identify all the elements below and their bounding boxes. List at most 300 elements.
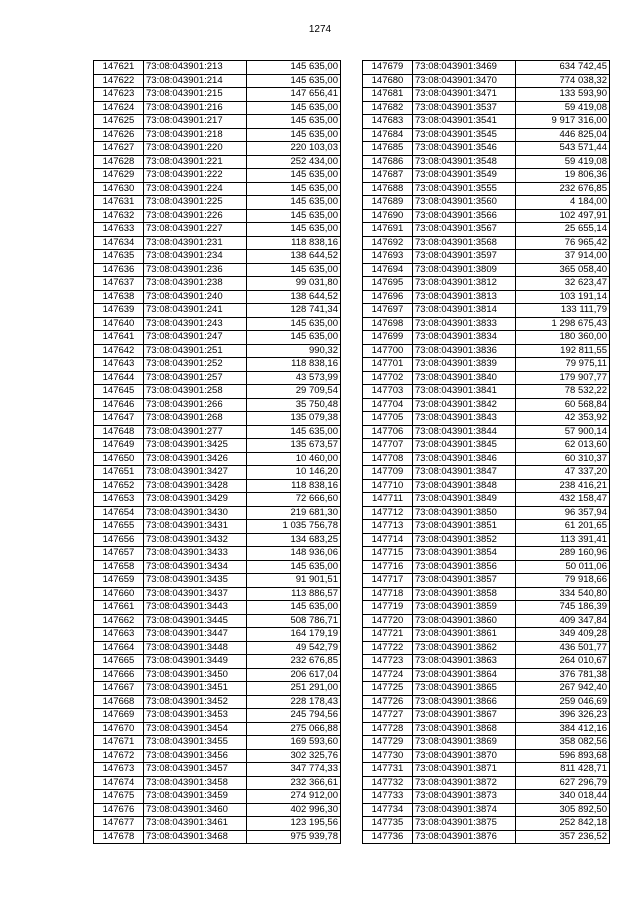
cadastral-number: 73:08:043901:3549 xyxy=(413,169,516,183)
table-row xyxy=(363,682,610,696)
cadastral-number: 73:08:043901:217 xyxy=(144,115,247,129)
cadastral-value: 62 013,60 xyxy=(516,439,610,453)
cadastral-value: 145 635,00 xyxy=(247,209,341,223)
cadastral-value: 1 035 756,78 xyxy=(247,520,341,534)
table-row xyxy=(94,817,341,831)
cadastral-value: 384 412,16 xyxy=(516,722,610,736)
cadastral-number: 73:08:043901:3866 xyxy=(413,695,516,709)
table-row xyxy=(94,128,341,142)
table-row xyxy=(363,493,610,507)
row-number: 147658 xyxy=(94,560,144,574)
cadastral-value: 251 291,00 xyxy=(247,682,341,696)
cadastral-number: 73:08:043901:3454 xyxy=(144,722,247,736)
cadastral-number: 73:08:043901:3841 xyxy=(413,385,516,399)
row-number: 147675 xyxy=(94,790,144,804)
row-number: 147628 xyxy=(94,155,144,169)
cadastral-number: 73:08:043901:3849 xyxy=(413,493,516,507)
row-number: 147629 xyxy=(94,169,144,183)
row-number: 147674 xyxy=(94,776,144,790)
table-row xyxy=(94,115,341,129)
cadastral-value: 10 146,20 xyxy=(247,466,341,480)
row-number: 147715 xyxy=(363,547,413,561)
cadastral-value: 245 794,56 xyxy=(247,709,341,723)
cadastral-value: 79 975,11 xyxy=(516,358,610,372)
row-number: 147662 xyxy=(94,614,144,628)
row-number: 147655 xyxy=(94,520,144,534)
cadastral-value: 145 635,00 xyxy=(247,425,341,439)
cadastral-value: 113 886,57 xyxy=(247,587,341,601)
cadastral-value: 745 186,39 xyxy=(516,601,610,615)
cadastral-value: 47 337,20 xyxy=(516,466,610,480)
row-number: 147633 xyxy=(94,223,144,237)
row-number: 147636 xyxy=(94,263,144,277)
table-row xyxy=(363,250,610,264)
table-row xyxy=(94,425,341,439)
cadastral-number: 73:08:043901:3813 xyxy=(413,290,516,304)
cadastral-value: 179 907,77 xyxy=(516,371,610,385)
table-row xyxy=(363,547,610,561)
cadastral-value: 634 742,45 xyxy=(516,61,610,75)
cadastral-number: 73:08:043901:3434 xyxy=(144,560,247,574)
cadastral-value: 103 191,14 xyxy=(516,290,610,304)
row-number: 147735 xyxy=(363,817,413,831)
row-number: 147644 xyxy=(94,371,144,385)
cadastral-number: 73:08:043901:3867 xyxy=(413,709,516,723)
table-row xyxy=(363,425,610,439)
cadastral-value: 145 635,00 xyxy=(247,74,341,88)
row-number: 147653 xyxy=(94,493,144,507)
table-row xyxy=(363,641,610,655)
table-row xyxy=(94,587,341,601)
table-row xyxy=(94,830,341,844)
cadastral-number: 73:08:043901:3460 xyxy=(144,803,247,817)
cadastral-value: 232 676,85 xyxy=(247,655,341,669)
cadastral-number: 73:08:043901:3865 xyxy=(413,682,516,696)
cadastral-value: 145 635,00 xyxy=(247,169,341,183)
cadastral-value: 145 635,00 xyxy=(247,196,341,210)
table-row xyxy=(94,358,341,372)
cadastral-value: 206 617,04 xyxy=(247,668,341,682)
table-row xyxy=(94,749,341,763)
cadastral-value: 72 666,60 xyxy=(247,493,341,507)
row-number: 147734 xyxy=(363,803,413,817)
row-number: 147736 xyxy=(363,830,413,844)
cadastral-value: 975 939,78 xyxy=(247,830,341,844)
table-row xyxy=(363,277,610,291)
row-number: 147623 xyxy=(94,88,144,102)
cadastral-value: 59 419,08 xyxy=(516,101,610,115)
cadastral-number: 73:08:043901:3567 xyxy=(413,223,516,237)
row-number: 147718 xyxy=(363,587,413,601)
cadastral-value: 60 310,37 xyxy=(516,452,610,466)
cadastral-number: 73:08:043901:214 xyxy=(144,74,247,88)
cadastral-value: 96 357,94 xyxy=(516,506,610,520)
row-number: 147637 xyxy=(94,277,144,291)
row-number: 147634 xyxy=(94,236,144,250)
table-row xyxy=(363,601,610,615)
cadastral-number: 73:08:043901:3457 xyxy=(144,763,247,777)
table-row xyxy=(94,88,341,102)
table-row xyxy=(363,520,610,534)
cadastral-number: 73:08:043901:3468 xyxy=(144,830,247,844)
cadastral-value: 164 179,19 xyxy=(247,628,341,642)
cadastral-number: 73:08:043901:3541 xyxy=(413,115,516,129)
row-number: 147664 xyxy=(94,641,144,655)
cadastral-number: 73:08:043901:3425 xyxy=(144,439,247,453)
cadastral-value: 305 892,50 xyxy=(516,803,610,817)
row-number: 147733 xyxy=(363,790,413,804)
cadastral-number: 73:08:043901:3872 xyxy=(413,776,516,790)
table-row xyxy=(94,736,341,750)
table-row xyxy=(363,695,610,709)
cadastral-number: 73:08:043901:3428 xyxy=(144,479,247,493)
cadastral-number: 73:08:043901:3427 xyxy=(144,466,247,480)
table-row xyxy=(363,668,610,682)
cadastral-number: 73:08:043901:225 xyxy=(144,196,247,210)
cadastral-number: 73:08:043901:3845 xyxy=(413,439,516,453)
table-row xyxy=(94,263,341,277)
cadastral-number: 73:08:043901:3850 xyxy=(413,506,516,520)
cadastral-value: 349 409,28 xyxy=(516,628,610,642)
cadastral-number: 73:08:043901:3833 xyxy=(413,317,516,331)
cadastral-number: 73:08:043901:3846 xyxy=(413,452,516,466)
cadastral-number: 73:08:043901:268 xyxy=(144,412,247,426)
cadastral-number: 73:08:043901:3433 xyxy=(144,547,247,561)
row-number: 147703 xyxy=(363,385,413,399)
row-number: 147701 xyxy=(363,358,413,372)
cadastral-value: 232 676,85 xyxy=(516,182,610,196)
cadastral-value: 402 996,30 xyxy=(247,803,341,817)
cadastral-number: 73:08:043901:3868 xyxy=(413,722,516,736)
cadastral-value: 145 635,00 xyxy=(247,331,341,345)
cadastral-value: 252 842,18 xyxy=(516,817,610,831)
table-row xyxy=(363,614,610,628)
row-number: 147693 xyxy=(363,250,413,264)
row-number: 147663 xyxy=(94,628,144,642)
table-row xyxy=(94,142,341,156)
cadastral-number: 73:08:043901:258 xyxy=(144,385,247,399)
table-row xyxy=(94,452,341,466)
row-number: 147649 xyxy=(94,439,144,453)
cadastral-value: 91 901,51 xyxy=(247,574,341,588)
cadastral-number: 73:08:043901:3453 xyxy=(144,709,247,723)
cadastral-number: 73:08:043901:231 xyxy=(144,236,247,250)
row-number: 147722 xyxy=(363,641,413,655)
cadastral-value: 1 298 675,43 xyxy=(516,317,610,331)
table-row xyxy=(94,331,341,345)
cadastral-number: 73:08:043901:3469 xyxy=(413,61,516,75)
cadastral-number: 73:08:043901:266 xyxy=(144,398,247,412)
cadastral-value: 228 178,43 xyxy=(247,695,341,709)
cadastral-value: 145 635,00 xyxy=(247,101,341,115)
row-number: 147731 xyxy=(363,763,413,777)
cadastral-number: 73:08:043901:3568 xyxy=(413,236,516,250)
cadastral-value: 219 681,30 xyxy=(247,506,341,520)
register-table-left xyxy=(93,60,341,844)
table-row xyxy=(94,385,341,399)
cadastral-value: 145 635,00 xyxy=(247,182,341,196)
table-row xyxy=(94,223,341,237)
row-number: 147678 xyxy=(94,830,144,844)
cadastral-value: 264 010,67 xyxy=(516,655,610,669)
cadastral-number: 73:08:043901:3447 xyxy=(144,628,247,642)
table-row xyxy=(363,88,610,102)
cadastral-value: 37 914,00 xyxy=(516,250,610,264)
cadastral-number: 73:08:043901:3458 xyxy=(144,776,247,790)
cadastral-value: 102 497,91 xyxy=(516,209,610,223)
cadastral-number: 73:08:043901:3874 xyxy=(413,803,516,817)
cadastral-value: 145 635,00 xyxy=(247,317,341,331)
cadastral-value: 61 201,65 xyxy=(516,520,610,534)
cadastral-value: 99 031,80 xyxy=(247,277,341,291)
cadastral-number: 73:08:043901:221 xyxy=(144,155,247,169)
table-row xyxy=(363,263,610,277)
cadastral-number: 73:08:043901:3449 xyxy=(144,655,247,669)
cadastral-value: 289 160,96 xyxy=(516,547,610,561)
cadastral-value: 135 673,57 xyxy=(247,439,341,453)
cadastral-value: 145 635,00 xyxy=(247,223,341,237)
table-row xyxy=(363,830,610,844)
table-row xyxy=(363,142,610,156)
table-row xyxy=(94,169,341,183)
row-number: 147730 xyxy=(363,749,413,763)
row-number: 147711 xyxy=(363,493,413,507)
table-row xyxy=(363,655,610,669)
row-number: 147710 xyxy=(363,479,413,493)
row-number: 147645 xyxy=(94,385,144,399)
cadastral-number: 73:08:043901:3445 xyxy=(144,614,247,628)
cadastral-value: 508 786,71 xyxy=(247,614,341,628)
cadastral-number: 73:08:043901:257 xyxy=(144,371,247,385)
row-number: 147707 xyxy=(363,439,413,453)
cadastral-number: 73:08:043901:247 xyxy=(144,331,247,345)
cadastral-value: 334 540,80 xyxy=(516,587,610,601)
row-number: 147704 xyxy=(363,398,413,412)
row-number: 147720 xyxy=(363,614,413,628)
table-row xyxy=(363,290,610,304)
cadastral-number: 73:08:043901:3869 xyxy=(413,736,516,750)
cadastral-number: 73:08:043901:3839 xyxy=(413,358,516,372)
cadastral-value: 811 428,71 xyxy=(516,763,610,777)
cadastral-value: 78 532,22 xyxy=(516,385,610,399)
table-row xyxy=(94,466,341,480)
row-number: 147648 xyxy=(94,425,144,439)
cadastral-value: 232 366,61 xyxy=(247,776,341,790)
table-row xyxy=(363,817,610,831)
row-number: 147721 xyxy=(363,628,413,642)
cadastral-value: 192 811,55 xyxy=(516,344,610,358)
cadastral-value: 432 158,47 xyxy=(516,493,610,507)
row-number: 147651 xyxy=(94,466,144,480)
cadastral-value: 446 825,04 xyxy=(516,128,610,142)
table-row xyxy=(363,196,610,210)
cadastral-value: 596 893,68 xyxy=(516,749,610,763)
cadastral-value: 252 434,00 xyxy=(247,155,341,169)
row-number: 147632 xyxy=(94,209,144,223)
row-number: 147719 xyxy=(363,601,413,615)
cadastral-number: 73:08:043901:277 xyxy=(144,425,247,439)
cadastral-number: 73:08:043901:3455 xyxy=(144,736,247,750)
table-row xyxy=(94,412,341,426)
page-number: 1274 xyxy=(308,24,332,35)
table-row xyxy=(363,331,610,345)
cadastral-number: 73:08:043901:224 xyxy=(144,182,247,196)
cadastral-value: 50 011,06 xyxy=(516,560,610,574)
row-number: 147724 xyxy=(363,668,413,682)
table-row xyxy=(94,182,341,196)
row-number: 147621 xyxy=(94,61,144,75)
cadastral-number: 73:08:043901:3566 xyxy=(413,209,516,223)
table-row xyxy=(94,250,341,264)
cadastral-number: 73:08:043901:3548 xyxy=(413,155,516,169)
table-row xyxy=(94,763,341,777)
cadastral-number: 73:08:043901:238 xyxy=(144,277,247,291)
row-number: 147652 xyxy=(94,479,144,493)
cadastral-value: 118 838,16 xyxy=(247,236,341,250)
row-number: 147688 xyxy=(363,182,413,196)
table-row xyxy=(94,61,341,75)
register-table-right xyxy=(362,60,610,844)
cadastral-value: 436 501,77 xyxy=(516,641,610,655)
table-row xyxy=(94,479,341,493)
cadastral-number: 73:08:043901:236 xyxy=(144,263,247,277)
cadastral-number: 73:08:043901:3812 xyxy=(413,277,516,291)
cadastral-value: 43 573,99 xyxy=(247,371,341,385)
cadastral-value: 145 635,00 xyxy=(247,115,341,129)
row-number: 147696 xyxy=(363,290,413,304)
row-number: 147686 xyxy=(363,155,413,169)
cadastral-number: 73:08:043901:3537 xyxy=(413,101,516,115)
row-number: 147702 xyxy=(363,371,413,385)
row-number: 147665 xyxy=(94,655,144,669)
row-number: 147699 xyxy=(363,331,413,345)
table-row xyxy=(363,790,610,804)
table-row xyxy=(94,520,341,534)
cadastral-value: 25 655,14 xyxy=(516,223,610,237)
row-number: 147690 xyxy=(363,209,413,223)
row-number: 147667 xyxy=(94,682,144,696)
row-number: 147679 xyxy=(363,61,413,75)
table-row xyxy=(94,628,341,642)
row-number: 147691 xyxy=(363,223,413,237)
cadastral-number: 73:08:043901:3429 xyxy=(144,493,247,507)
row-number: 147647 xyxy=(94,412,144,426)
cadastral-value: 32 623,47 xyxy=(516,277,610,291)
row-number: 147676 xyxy=(94,803,144,817)
cadastral-number: 73:08:043901:3443 xyxy=(144,601,247,615)
cadastral-number: 73:08:043901:3555 xyxy=(413,182,516,196)
row-number: 147680 xyxy=(363,74,413,88)
cadastral-number: 73:08:043901:240 xyxy=(144,290,247,304)
row-number: 147625 xyxy=(94,115,144,129)
table-row xyxy=(363,74,610,88)
table-row xyxy=(94,682,341,696)
table-row xyxy=(363,155,610,169)
row-number: 147631 xyxy=(94,196,144,210)
cadastral-number: 73:08:043901:3851 xyxy=(413,520,516,534)
table-row xyxy=(94,574,341,588)
cadastral-value: 4 184,00 xyxy=(516,196,610,210)
table-row xyxy=(94,290,341,304)
table-row xyxy=(94,74,341,88)
cadastral-number: 73:08:043901:215 xyxy=(144,88,247,102)
table-row xyxy=(363,533,610,547)
cadastral-value: 42 353,92 xyxy=(516,412,610,426)
table-row xyxy=(363,452,610,466)
row-number: 147657 xyxy=(94,547,144,561)
cadastral-number: 73:08:043901:3597 xyxy=(413,250,516,264)
cadastral-value: 145 635,00 xyxy=(247,560,341,574)
table-row xyxy=(363,587,610,601)
table-row xyxy=(363,317,610,331)
cadastral-value: 238 416,21 xyxy=(516,479,610,493)
table-row xyxy=(363,763,610,777)
cadastral-value: 358 082,56 xyxy=(516,736,610,750)
row-number: 147671 xyxy=(94,736,144,750)
row-number: 147627 xyxy=(94,142,144,156)
row-number: 147673 xyxy=(94,763,144,777)
table-row xyxy=(94,641,341,655)
cadastral-number: 73:08:043901:3859 xyxy=(413,601,516,615)
table-row xyxy=(94,317,341,331)
cadastral-value: 302 325,76 xyxy=(247,749,341,763)
cadastral-number: 73:08:043901:3873 xyxy=(413,790,516,804)
table-row xyxy=(94,155,341,169)
cadastral-value: 10 460,00 xyxy=(247,452,341,466)
cadastral-number: 73:08:043901:3854 xyxy=(413,547,516,561)
row-number: 147708 xyxy=(363,452,413,466)
cadastral-value: 49 542,79 xyxy=(247,641,341,655)
row-number: 147682 xyxy=(363,101,413,115)
row-number: 147732 xyxy=(363,776,413,790)
row-number: 147713 xyxy=(363,520,413,534)
table-row xyxy=(94,344,341,358)
table-row xyxy=(363,182,610,196)
cadastral-value: 259 046,69 xyxy=(516,695,610,709)
cadastral-value: 133 111,79 xyxy=(516,304,610,318)
cadastral-number: 73:08:043901:220 xyxy=(144,142,247,156)
cadastral-number: 73:08:043901:241 xyxy=(144,304,247,318)
row-number: 147726 xyxy=(363,695,413,709)
table-row xyxy=(363,358,610,372)
cadastral-number: 73:08:043901:3809 xyxy=(413,263,516,277)
cadastral-value: 145 635,00 xyxy=(247,128,341,142)
table-row xyxy=(363,101,610,115)
table-row xyxy=(363,479,610,493)
cadastral-number: 73:08:043901:3861 xyxy=(413,628,516,642)
cadastral-number: 73:08:043901:226 xyxy=(144,209,247,223)
cadastral-value: 19 806,36 xyxy=(516,169,610,183)
row-number: 147638 xyxy=(94,290,144,304)
row-number: 147729 xyxy=(363,736,413,750)
cadastral-number: 73:08:043901:3426 xyxy=(144,452,247,466)
row-number: 147672 xyxy=(94,749,144,763)
cadastral-number: 73:08:043901:3560 xyxy=(413,196,516,210)
cadastral-value: 123 195,56 xyxy=(247,817,341,831)
table-row xyxy=(94,803,341,817)
cadastral-number: 73:08:043901:3842 xyxy=(413,398,516,412)
table-row xyxy=(94,695,341,709)
cadastral-value: 145 635,00 xyxy=(247,61,341,75)
table-row xyxy=(94,547,341,561)
cadastral-number: 73:08:043901:216 xyxy=(144,101,247,115)
table-row xyxy=(94,398,341,412)
cadastral-number: 73:08:043901:3432 xyxy=(144,533,247,547)
table-row xyxy=(363,344,610,358)
row-number: 147712 xyxy=(363,506,413,520)
table-row xyxy=(363,560,610,574)
cadastral-number: 73:08:043901:3847 xyxy=(413,466,516,480)
